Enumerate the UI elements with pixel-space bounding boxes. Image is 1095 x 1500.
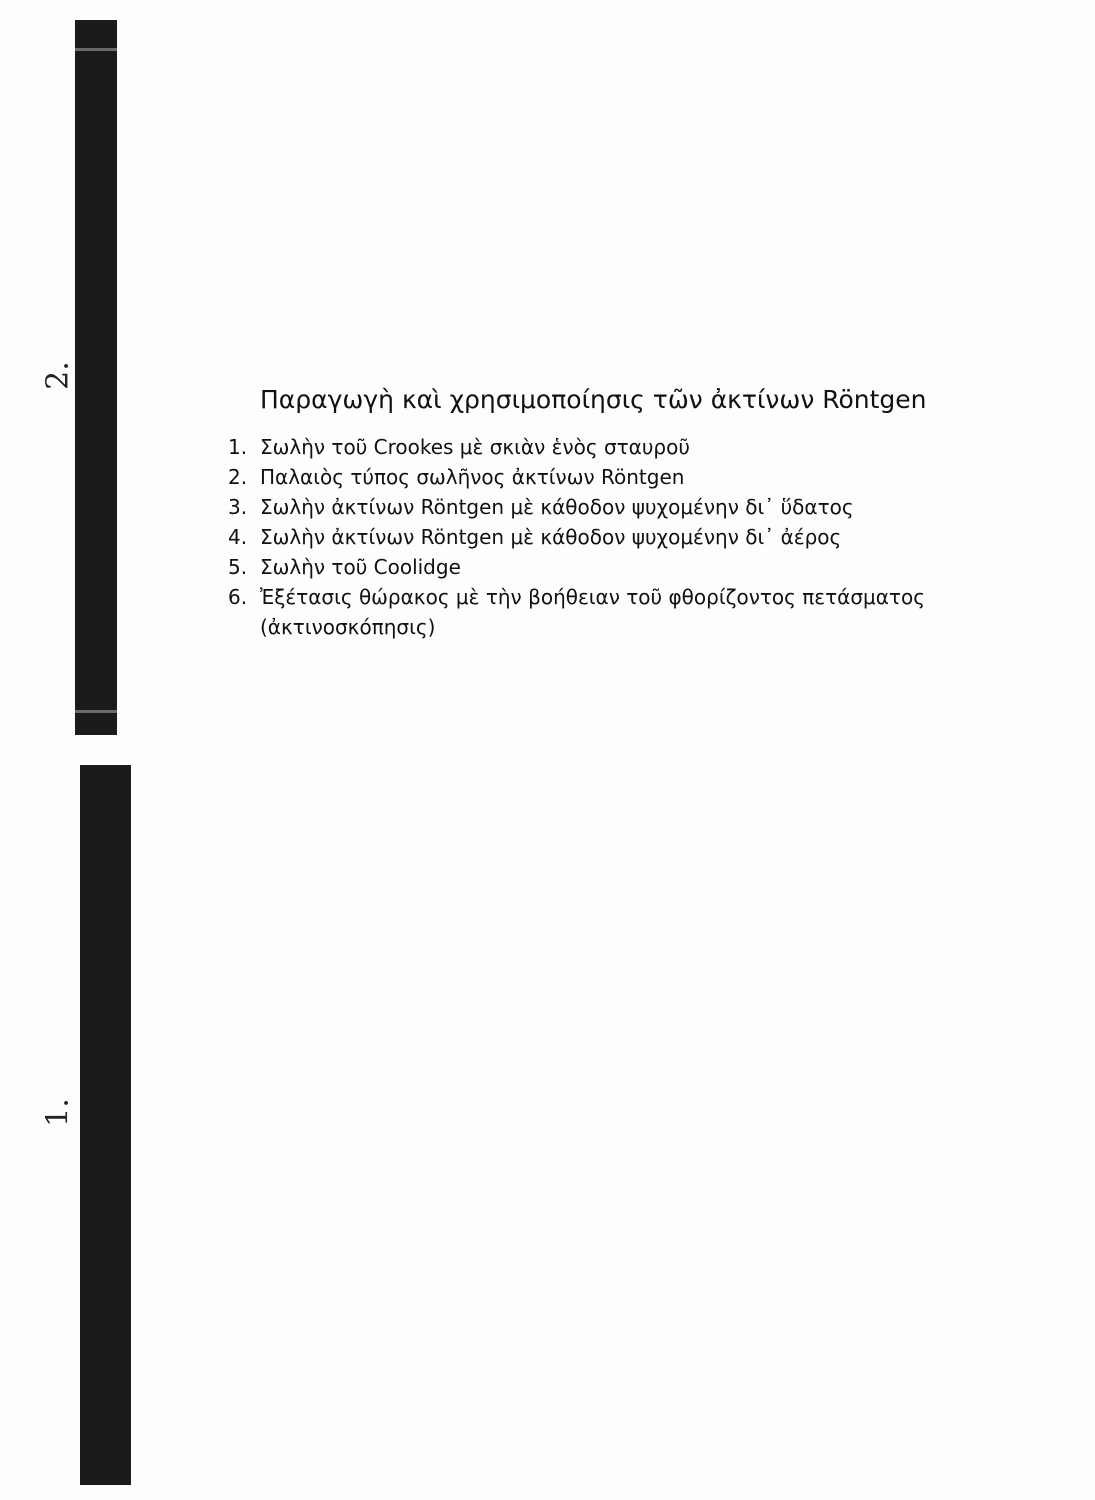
list-item [228, 552, 998, 582]
strip-highlight [75, 710, 117, 713]
item-number: 6. [228, 585, 248, 609]
list-item [228, 462, 998, 492]
plate-edge-strip-bottom [80, 765, 131, 1485]
item-text: Παλαιὸς τύπος σωλῆνος ἀκτίνων Röntgen [260, 465, 685, 489]
list-item [228, 522, 998, 552]
item-text: Ἐξέτασις θώρακος μὲ τὴν βοήθειαν τοῦ φθορίζοντος πετάσματος (ἀκτινοσκόπησις) [260, 585, 925, 639]
item-number: 1. [228, 435, 248, 459]
item-text: Σωλὴν ἀκτίνων Röntgen μὲ κάθοδον ψυχομένην δι᾽ ὕδατος [260, 495, 854, 519]
item-number: 5. [228, 555, 248, 579]
list-item [228, 432, 998, 462]
item-number: 3. [228, 495, 248, 519]
item-number: 2. [228, 465, 248, 489]
plate-number-1: 1. [40, 1098, 76, 1127]
plate-edge-strip-top [75, 20, 117, 735]
caption-title: Παραγωγὴ καὶ χρησιμοποίησις τῶν ἀκτίνων Röntgen [260, 385, 927, 414]
caption-list [228, 432, 998, 642]
list-item [228, 582, 998, 642]
caption-block [228, 385, 998, 642]
plate-number-2: 2. [40, 361, 76, 390]
item-text: Σωλὴν τοῦ Coolidge [260, 555, 461, 579]
item-number: 4. [228, 525, 248, 549]
strip-highlight [75, 48, 117, 51]
item-text: Σωλὴν τοῦ Crookes μὲ σκιὰν ἑνὸς σταυροῦ [260, 435, 690, 459]
list-item [228, 492, 998, 522]
item-text: Σωλὴν ἀκτίνων Röntgen μὲ κάθοδον ψυχομένην δι᾽ ἀέρος [260, 525, 842, 549]
